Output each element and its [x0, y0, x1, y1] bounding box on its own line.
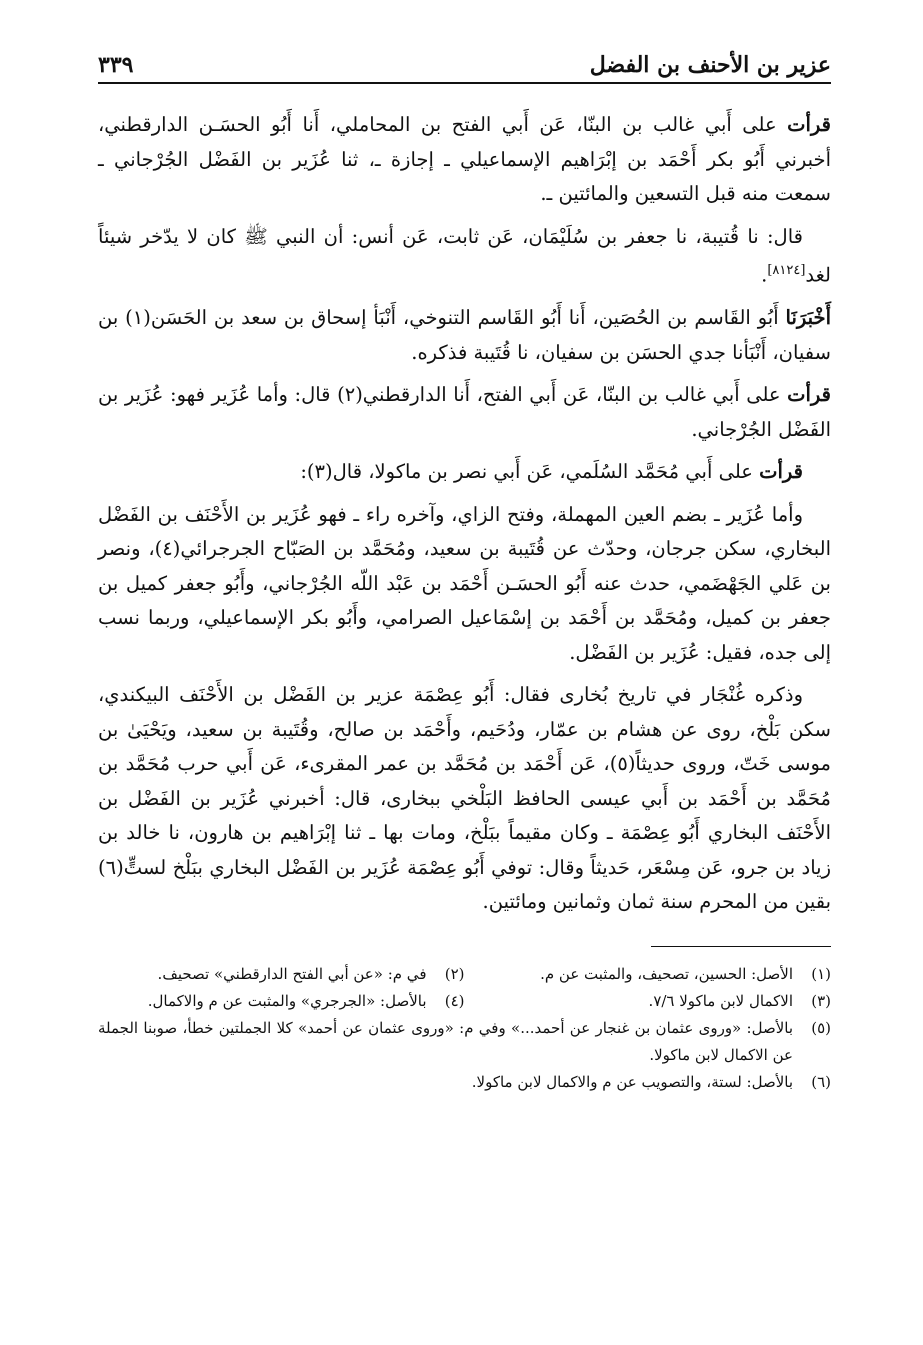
footnote-number: (٢) [444, 964, 465, 983]
footnote-number: (٣) [811, 991, 831, 1010]
footnote-row [98, 1015, 831, 1069]
paragraph-text: قال: نا قُتيبة، نا جعفر بن سُلَيْمَان، عَن ثابت، عَن أنس: أن النبي ﷺ كان لا يدّخر شيئاً لغد [98, 224, 831, 287]
paragraph [98, 378, 831, 447]
paragraph [98, 498, 831, 671]
paragraph [98, 108, 831, 212]
paragraph [98, 455, 831, 490]
footnote-number: (٥) [811, 1018, 831, 1037]
paragraph-text: وأما عُزَير ـ بضم العين المهملة، وفتح الزاي، وآخره راء ـ فهو عُزَير بن الأَحْنَف بن الفَضْل البخاري، سكن جرجان، وحدّث عن قُتَيبة بن سعيد، ومُحَمَّد بن الصَبّاح الجرجرائي(٤)، ونصر بن عَلي الجَهْضَمي، حدث عنه أَبُو الحسَـن أَحْمَد بن عَبْد اللّه الجُرْجاني، وأَبُو جعفر كميل بن جعفر بن كميل، ومُحَمَّد بن أَحْمَد بن إسْمَاعيل الصرامي، وأَبُو بكر الإسماعيلي، وربما نسب إلى جده، فقيل: عُزَير بن الفَضْل. [98, 502, 832, 664]
footnote [465, 988, 832, 1015]
footnote-row [98, 961, 831, 988]
main-text [98, 108, 831, 920]
footnote-divider [651, 946, 831, 947]
footnote-text: بالأصل: «وروى عثمان بن غنجار عن أحمد...» وفي م: «وروى عثمان عن أحمد» كلا الجملتين خطأ، صوبنا الجملة عن الاكمال لابن ماكولا. [98, 1018, 793, 1064]
running-title: عزير بن الأحنف بن الفضل [589, 52, 831, 78]
paragraph-text: أَبُو القَاسم بن الحُصَين، أَنا أَبُو القَاسم التنوخي، أَنْبَأ إسحاق بن سعد بن الحَسَن(١) بن سفيان، أَنْبَأنا جدي الحسَن بن سفيان، نا قُتَيبة فذكره. [98, 306, 831, 364]
paragraph-text: على أَبي غالب بن البنّا، عَن أَبي الفتح، أَنا الدارقطني(٢) قال: وأما عُزَير فهو: عُزَير بن الفَضْل الجُرْجاني. [98, 383, 831, 441]
paragraph-lead: قرأت [787, 383, 831, 406]
paragraph-text: وذكره غُنْجَار في تاريخ بُخارى فقال: أَبُو عِصْمَة عزير بن الفَضْل بن الأَحْنَف البيكندي، سكن بَلْخ، روى عن هشام بن عمّار، ودُحَيم، وأَحْمَد بن صالح، وقُتَيبة بن سعيد، ويَحْيَىٰ بن موسى خَتّ، وروى حديثاً(٥)، عَن أَحْمَد بن مُحَمَّد بن عمر المقرىء، عَن أَبي حرب مُحَمَّد بن مُحَمَّد بن أَحْمَد بن أَبي عيسى الحافظ البَلْخي ببخارى، قال: أخبرني عُزَير بن الفَضْل بن الأَحْنَف البخاري أَبُو عِصْمَة ـ وكان مقيماً ببَلْخ، ومات بها ـ ثنا إبْرَاهيم بن هارون، نا خالد بن زياد بن جرو، عَن مِسْعَر، حَديثاً وقال: توفي أَبُو عِصْمَة عُزَير بن الفَضْل البخاري ببَلْخ لستٍّ(٦) بقين من المحرم سنة ثمان وثمانين ومائتين. [98, 683, 831, 913]
paragraph-text: على أَبي مُحَمَّد السُلَمي، عَن أَبي نصر بن ماكولا، قال(٣): [300, 460, 760, 483]
footnote [98, 988, 465, 1015]
footnote-text: بالأصل: «الجرجري» والمثبت عن م والاكمال. [147, 991, 427, 1010]
footnote-row [98, 988, 831, 1015]
paragraph-lead: قرأت [759, 460, 803, 483]
footnote-text: بالأصل: لستة، والتصويب عن م والاكمال لابن ماكولا. [471, 1072, 793, 1091]
hadith-number: [٨١٢٤] [767, 263, 806, 278]
footnote-number: (١) [811, 964, 831, 983]
paragraph-lead: أَخْبَرَنَا [785, 306, 831, 329]
footnotes [98, 961, 831, 1096]
paragraph [98, 678, 831, 920]
paragraph-lead: قرأت [787, 113, 831, 136]
page-number: ٣٣٩ [98, 52, 134, 78]
footnote [465, 961, 832, 988]
paragraph [98, 301, 831, 370]
footnote-number: (٦) [811, 1072, 831, 1091]
footnote-row [98, 1069, 831, 1096]
footnote-text: الاكمال لابن ماكولا ٧/٦. [648, 991, 793, 1010]
footnote-text: الأصل: الحسين، تصحيف، والمثبت عن م. [540, 964, 793, 983]
paragraph: قال: نا قُتيبة، نا جعفر بن سُلَيْمَان، عَن ثابت، عَن أنس: أن النبي ﷺ كان لا يدّخر شيئاً لغد[٨١٢٤]. [98, 224, 831, 287]
paragraph-text: على أَبي غالب بن البنّا، عَن أَبي الفتح بن المحاملي، أَنا أَبُو الحسَـن الدارقطني، أخبرني أَبُو بكر أَحْمَد بن إبْرَاهيم الإسماعيلي ـ إجازة ـ، ثنا عُزَير بن الفَضْل الجُرْجاني ـ سمعت منه قبل التسعين والمائتين ـ. [98, 113, 831, 205]
footnote-text: في م: «عن أبي الفتح الدارقطني» تصحيف. [157, 964, 427, 983]
footnote [98, 1069, 831, 1096]
page-header [98, 40, 831, 84]
footnote-number: (٤) [444, 991, 465, 1010]
footnote [98, 961, 465, 988]
footnote [98, 1015, 831, 1069]
